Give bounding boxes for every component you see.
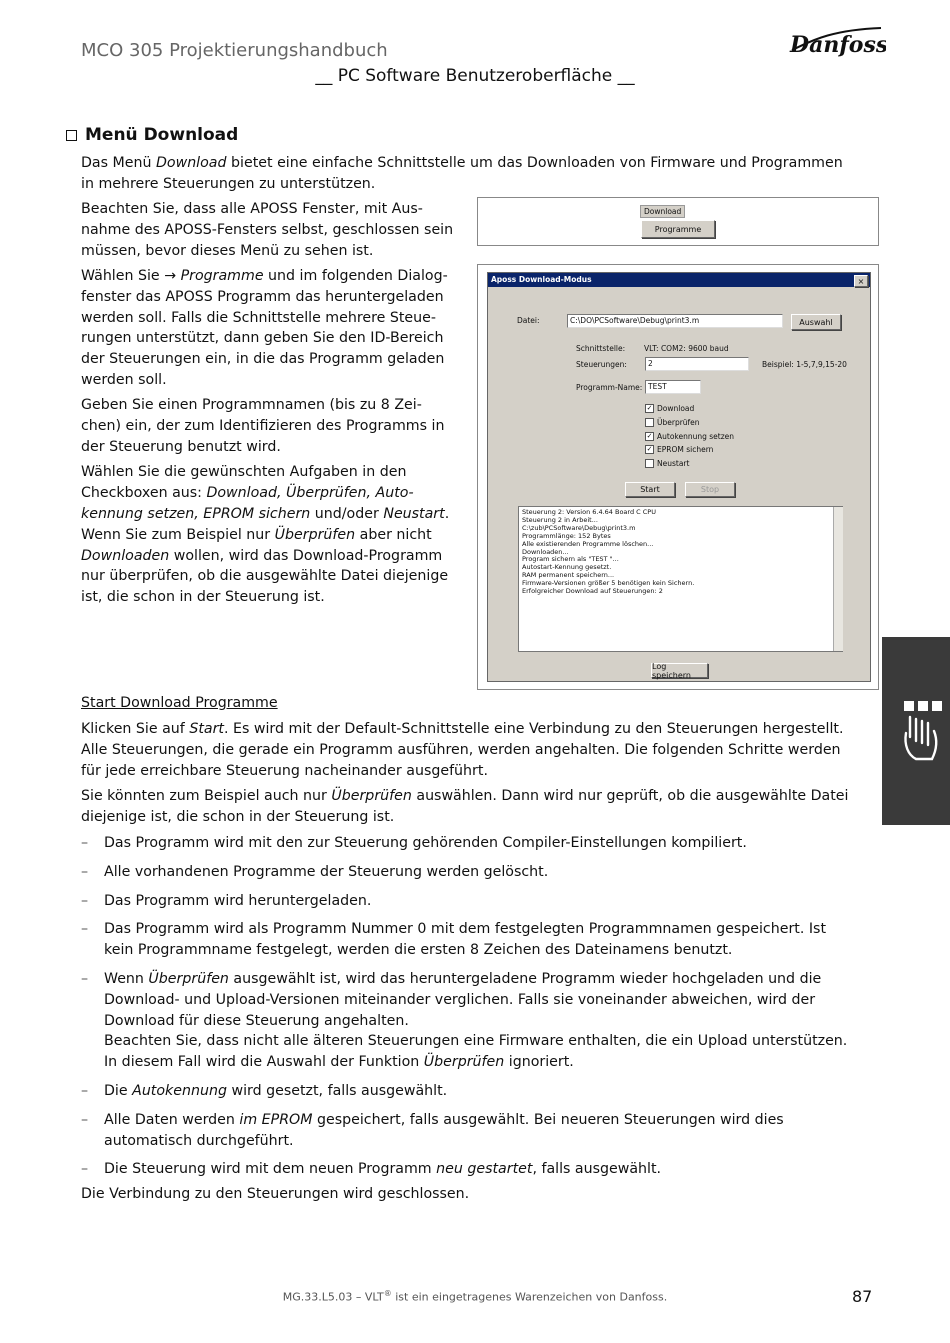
- section-title: Menü Download: [66, 125, 238, 145]
- danfoss-logo: [786, 22, 886, 64]
- intro-paragraph: Das Menü Download bietet eine einfache Schnittstelle um das Downloaden von Firmware und Programmen in mehrere Steuerungen zu unterstützen.: [81, 155, 843, 192]
- menu-item-programme[interactable]: Programme: [641, 220, 715, 238]
- stop-button[interactable]: Stop: [685, 482, 735, 497]
- download-dialog-screenshot: [477, 264, 879, 690]
- checkbox-download[interactable]: ✓ Download: [646, 404, 695, 413]
- left-column-text: [81, 199, 466, 613]
- beispiel-hint: Beispiel: 1-5,7,9,15-20: [762, 360, 847, 369]
- svg-text:Danfoss: Danfoss: [790, 32, 886, 58]
- paragraph-program-name: Geben Sie einen Programmnamen (bis zu 8 Zei- chen) ein, der zum Identifizieren des Programms in der Steuerung benutzt wird.: [81, 397, 445, 455]
- hand-pointer-icon: [882, 637, 950, 825]
- steuerungen-label: Steuerungen:: [576, 360, 627, 369]
- page-number: 87: [852, 1287, 873, 1306]
- start-download-heading: Start Download Programme: [81, 695, 278, 711]
- auswahl-button[interactable]: Auswahl: [791, 314, 841, 330]
- list-item: – Das Programm wird heruntergeladen.: [81, 892, 372, 909]
- checkbox-neustart[interactable]: Neustart: [645, 459, 689, 468]
- datei-input[interactable]: C:\DO\PCSoftware\Debug\print3.m: [567, 314, 783, 328]
- chapter-title: __ PC Software Benutzeroberfläche __: [315, 66, 635, 86]
- dialog-titlebar: Aposs Download-Modus ×: [488, 273, 870, 287]
- closing-sentence: Die Verbindung zu den Steuerungen wird geschlossen.: [81, 1186, 470, 1202]
- steuerungen-input[interactable]: 2: [645, 357, 749, 371]
- body-text: [81, 719, 876, 833]
- list-item: – Die Steuerung wird mit dem neuen Programm neu gestartet, falls ausgewählt.: [81, 1161, 662, 1178]
- footer: MG.33.L5.03 – VLT® ist ein eingetragenes Warenzeichen von Danfoss.: [282, 1289, 668, 1304]
- schnittstelle-value: VLT: COM2: 9600 baud: [644, 344, 729, 353]
- list-item: – Das Programm wird als Programm Nummer 0 mit dem festgelegten Programmnamen gespeichert. Ist kein Programmname festgelegt, werden die ersten 8 Zeichen des Dateinamens benutzt.: [81, 921, 827, 959]
- document-title: MCO 305 Projektierungshandbuch: [81, 40, 388, 61]
- menu-screenshot: [477, 197, 879, 246]
- list-item: – Das Programm wird mit den zur Steuerung gehörenden Compiler-Einstellungen kompiliert.: [81, 835, 747, 851]
- paragraph-checkboxes: Wählen Sie die gewünschten Aufgaben in den Checkboxen aus: Download, Überprüfen, Auto- kennung setzen, EPROM sichern und/oder Neustart. Wenn Sie zum Beispiel nur Überprüfen aber nicht Downloaden wollen, wird das Download-Programm nur überprüfen, ob die ausgewählte Datei diejenige ist, die schon in der Steuerung ist.: [81, 464, 450, 606]
- checkbox-autokennung[interactable]: ✓ Autokennung setzen: [646, 432, 735, 441]
- datei-label: Datei:: [517, 316, 540, 325]
- paragraph-select-program: Wählen Sie → Programme und im folgenden Dialog- fenster das APOSS Programm das heruntergeladen werden soll. Falls die Schnittstelle mehrere Steue- rungen unterstützt, dann geben Sie den ID-Bereich der Steuerungen ein, in die das Programm geladen werden soll.: [81, 267, 448, 388]
- dialog-window: [487, 272, 871, 682]
- steps-list: [81, 833, 876, 1188]
- close-icon[interactable]: ×: [854, 275, 868, 287]
- chapter-tab: [882, 637, 950, 825]
- log-output[interactable]: Steuerung 2: Version 6.4.64 Board C CPU Steuerung 2 in Arbeit... C:\zub\PCSoftware\Debug\print3.m Programmlänge: 152 Bytes Alle existierenden Programme löschen... Downloaden... Program sichern als "TEST "... Autostart-Kennung gesetzt. RAM permanent speichern... Firmware-Versionen größer 5 benötigen kein Sichern. Erfolgreicher Download auf Steuerungen: 2: [518, 506, 843, 652]
- paragraph-close-windows: Beachten Sie, dass alle APOSS Fenster, mit Aus- nahme des APOSS-Fensters selbst, geschlossen sein müssen, bevor dieses Menü zu sehen ist.: [81, 201, 454, 259]
- checkbox-ueberpruefen[interactable]: Überprüfen: [645, 418, 700, 427]
- log-speichern-button[interactable]: Log speichern: [651, 663, 708, 678]
- menu-download[interactable]: Download: [640, 205, 685, 218]
- paragraph-verify-only: Sie könnten zum Beispiel auch nur Überprüfen auswählen. Dann wird nur geprüft, ob die ausgewählte Datei diejenige ist, die schon in der Steuerung ist.: [81, 788, 849, 826]
- list-item: – Alle vorhandenen Programme der Steuerung werden gelöscht.: [81, 863, 549, 880]
- checkbox-eprom[interactable]: ✓ EPROM sichern: [646, 445, 714, 454]
- paragraph-click-start: Klicken Sie auf Start. Es wird mit der Default-Schnittstelle eine Verbindung zu den Steuerungen hergestellt. Alle Steuerungen, die gerade ein Programm ausführen, werden angehalten. Die folgenden Schritte werden für jede erreichbare Steuerung nacheinander ausgeführt.: [81, 721, 844, 779]
- list-item: – Alle Daten werden im EPROM gespeichert, falls ausgewählt. Bei neueren Steuerungen wird dies automatisch durchgeführt.: [81, 1111, 784, 1149]
- programm-name-input[interactable]: TEST: [645, 380, 701, 394]
- square-bullet-icon: [66, 130, 77, 141]
- start-button[interactable]: Start: [625, 482, 675, 497]
- list-item: – Wenn Überprüfen ausgewählt ist, wird das heruntergeladene Programm wieder hochgeladen und die Download- und Upload-Versionen miteinander verglichen. Falls sie voneinander abweichen, wird der Download für diese Steuerung angehalten. Beachten Sie, dass nicht alle älteren Steuerungen eine Firmware enthalten, die ein Upload unterstützen. In diesem Fall wird die Auswahl der Funktion Überprüfen ignoriert.: [81, 970, 848, 1071]
- programm-name-label: Programm-Name:: [576, 383, 643, 392]
- list-item: – Die Autokennung wird gesetzt, falls ausgewählt.: [81, 1082, 448, 1099]
- arrow-right-icon: →: [164, 267, 177, 284]
- schnittstelle-label: Schnittstelle:: [576, 344, 626, 353]
- log-scrollbar[interactable]: [833, 507, 843, 651]
